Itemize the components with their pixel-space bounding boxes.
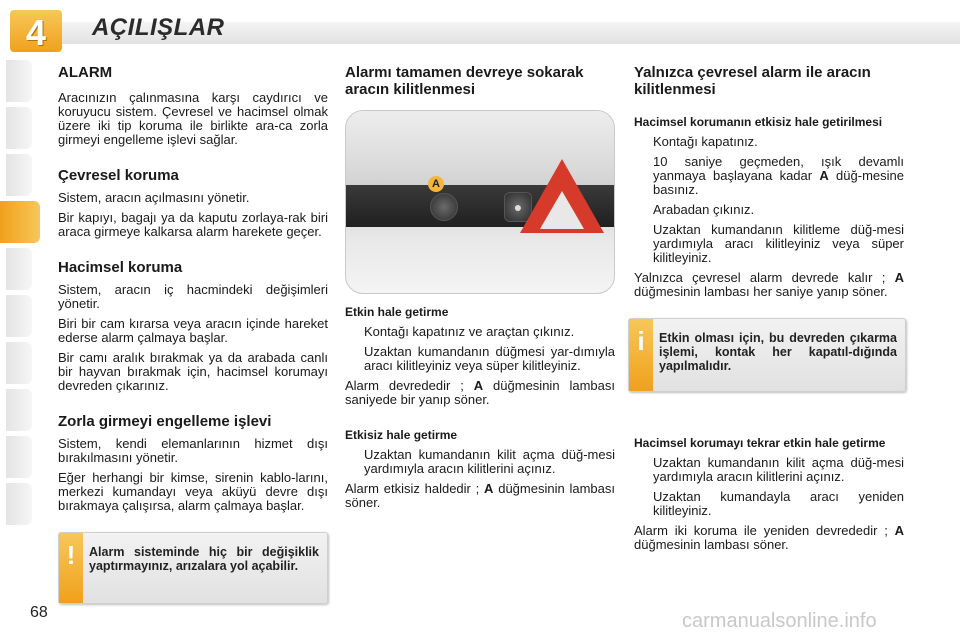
volumetric-off-heading: Hacimsel korumanın etkisiz hale getirilmesi — [634, 115, 883, 129]
reactivation-status: Alarm iki koruma ile yeniden devrededir ; A düğmesinin lambası söner. — [634, 523, 904, 552]
volumetric-on-heading: Hacimsel korumayı tekrar etkin hale getirme — [634, 436, 886, 450]
perimeter-text-1: Sistem, aracın açılmasını yönetir. — [58, 190, 250, 205]
list-item: Arabadan çıkınız. — [653, 202, 755, 217]
anti-tamper-text-2: Eğer herhangi bir kimse, sirenin kablo-larını, merkezi kumandayı veya aküyü devre dışı bırakmaya çalışırsa, alarm çalmaya başlar. — [58, 470, 328, 513]
page-title: AÇILIŞLAR — [92, 14, 225, 41]
photo-label-a: A — [428, 176, 444, 192]
volumetric-text-2: Biri bir cam kırarsa veya aracın içinde hareket ederse alarm çalmaya başlar. — [58, 316, 328, 345]
chapter-tab-1[interactable] — [6, 60, 32, 102]
chapter-tab-5[interactable] — [6, 248, 32, 290]
perimeter-protection-heading: Çevresel koruma — [58, 167, 179, 184]
alarm-intro: Aracınızın çalınmasına karşı caydırıcı ve koruyucu sistem. Çevresel ve hacimsel olmak üzere iki tip koruma ile birlikte ara-ca zorla girmeyi engelleme işlevi sağlar. — [58, 90, 328, 147]
volumetric-off-list — [634, 135, 904, 265]
info-note — [628, 318, 906, 392]
activation-list — [345, 325, 615, 373]
watermark: carmanualsonline.info — [682, 610, 877, 632]
deactivation-heading: Etkisiz hale getirme — [345, 428, 458, 442]
list-item: Uzaktan kumandanın kilit açma düğ-mesi yardımıyla aracın kilitlerini açınız. — [364, 447, 615, 476]
chapter-tab-10[interactable] — [6, 483, 32, 525]
list-item: Kontağı kapatınız ve araçtan çıkınız. — [364, 324, 575, 339]
alarm-button-image — [430, 193, 458, 221]
perimeter-text-2: Bir kapıyı, bagajı ya da kaputu zorlaya-rak biri araca girmeye kalkarsa alarm harekete geçer. — [58, 210, 328, 239]
list-item: Uzaktan kumandanın kilit açma düğ-mesi yardımıyla aracın kilitlerini açınız. — [653, 455, 904, 484]
chapter-tab-4-active[interactable] — [0, 201, 40, 243]
warning-icon: ! — [59, 533, 83, 603]
alarm-heading: ALARM — [58, 64, 113, 81]
hazard-triangle-inner — [540, 191, 584, 229]
anti-tamper-text-1: Sistem, kendi elemanlarının hizmet dışı bırakılmasını yönetir. — [58, 436, 328, 465]
alarm-button-photo — [345, 110, 615, 294]
volumetric-text-3: Bir camı aralık bırakmak ya da arabada canlı bir hayvan bırakmak için, hacimsel korumayı devreden çıkarınız. — [58, 350, 328, 393]
volumetric-protection-heading: Hacimsel koruma — [58, 259, 183, 276]
column-full-alarm — [345, 58, 615, 516]
warning-note — [58, 532, 328, 604]
chapter-tab-9[interactable] — [6, 436, 32, 478]
volumetric-on-list — [634, 456, 904, 518]
page-number: 68 — [30, 604, 48, 621]
chapter-tab-3[interactable] — [6, 154, 32, 196]
list-item: Uzaktan kumandanın kilitleme düğ-mesi yardımıyla aracı kilitleyiniz veya süper kilitleyiniz. — [653, 222, 904, 265]
list-item: Uzaktan kumandayla aracı yeniden kilitleyiniz. — [653, 489, 904, 518]
chapter-badge — [10, 10, 62, 52]
lock-icon: ● — [504, 192, 532, 222]
list-item: 10 saniye geçmeden, ışık devamlı yanmaya başlayana kadar A düğ-mesine basınız. — [653, 154, 904, 197]
chapter-tab-6[interactable] — [6, 295, 32, 337]
chapter-tab-2[interactable] — [6, 107, 32, 149]
info-note-text: Etkin olması için, bu devreden çıkarma işlemi, kontak her kapatıl-dığında yapılmalıdır. — [659, 331, 897, 373]
activation-status: Alarm devrededir ; A düğmesinin lambası saniyede bir yanıp söner. — [345, 378, 615, 407]
column-alarm — [58, 58, 328, 519]
warning-note-text: Alarm sisteminde hiç bir değişiklik yaptırmayınız, arızalara yol açabilir. — [89, 545, 319, 573]
info-icon: i — [629, 319, 653, 391]
full-alarm-heading: Alarmı tamamen devreye sokarak aracın kilitlenmesi — [345, 64, 584, 98]
column-perimeter-alarm — [634, 58, 904, 558]
chapter-tab-8[interactable] — [6, 389, 32, 431]
list-item: Uzaktan kumandanın düğmesi yar-dımıyla aracı kilitleyiniz veya süper kilitleyiniz. — [364, 344, 615, 373]
list-item: Kontağı kapatınız. — [653, 134, 758, 149]
perimeter-only-status: Yalnızca çevresel alarm devrede kalır ; A düğmesinin lambası her saniye yanıp söner. — [634, 270, 904, 299]
deactivation-list — [345, 448, 615, 476]
chapter-number: 4 — [25, 12, 47, 53]
chapter-tabs — [0, 60, 40, 530]
activation-heading: Etkin hale getirme — [345, 305, 449, 319]
anti-tamper-heading: Zorla girmeyi engelleme işlevi — [58, 413, 272, 430]
deactivation-status: Alarm etkisiz haldedir ; A düğmesinin lambası söner. — [345, 481, 615, 510]
volumetric-text-1: Sistem, aracın iç hacmindeki değişimleri yönetir. — [58, 282, 328, 311]
perimeter-alarm-heading: Yalnızca çevresel alarm ile aracın kilitlenmesi — [634, 64, 871, 98]
chapter-tab-7[interactable] — [6, 342, 32, 384]
